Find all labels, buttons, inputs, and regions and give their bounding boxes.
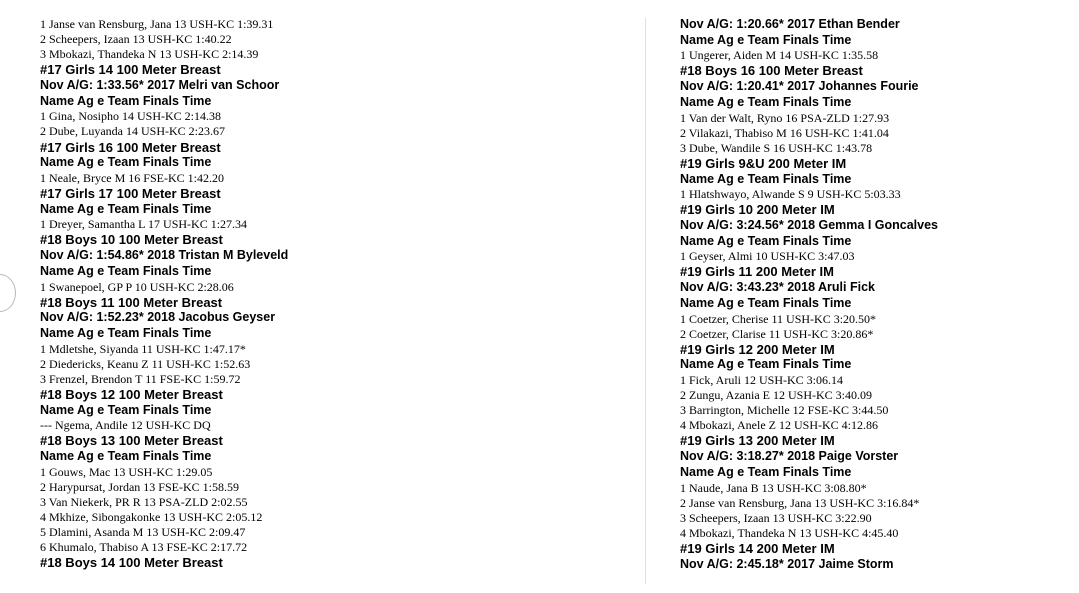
- event-heading: #18 Boys 10 100 Meter Breast: [40, 232, 223, 248]
- column-header: Name Ag e Team Finals Time: [40, 201, 212, 216]
- event-heading: #19 Girls 10 200 Meter IM: [680, 202, 835, 218]
- column-header: Name Ag e Team Finals Time: [680, 357, 852, 372]
- column-header: Name Ag e Team Finals Time: [40, 449, 212, 464]
- column-header: Name Ag e Team Finals Time: [680, 94, 852, 109]
- result-row: 2 Zungu, Azania E 12 USH-KC 3:40.09: [680, 388, 872, 403]
- record-line: Nov A/G: 1:33.56* 2017 Melri van Schoor: [40, 77, 280, 92]
- event-heading: #19 Girls 13 200 Meter IM: [680, 433, 835, 449]
- result-row: 3 Scheepers, Izaan 13 USH-KC 3:22.90: [680, 510, 872, 525]
- event-heading: #18 Boys 16 100 Meter Breast: [680, 63, 863, 79]
- event-heading: #19 Girls 11 200 Meter IM: [680, 264, 834, 280]
- result-row: 1 Ungerer, Aiden M 14 USH-KC 1:35.58: [680, 48, 879, 63]
- result-row: 3 Van Niekerk, PR R 13 PSA-ZLD 2:02.55: [40, 495, 248, 509]
- record-line: Nov A/G: 1:52.23* 2018 Jacobus Geyser: [40, 310, 276, 325]
- column-header: Name Ag e Team Finals Time: [40, 326, 212, 340]
- event-heading: #19 Girls 14 200 Meter IM: [680, 540, 835, 556]
- event-heading: #17 Girls 14 100 Meter Breast: [40, 62, 221, 78]
- column-header: Name Ag e Team Finals Time: [40, 263, 212, 278]
- column-header: Name Ag e Team Finals Time: [680, 171, 852, 186]
- result-row: 1 Fick, Aruli 12 USH-KC 3:06.14: [680, 373, 844, 388]
- column-divider: [645, 18, 646, 584]
- result-row: 5 Dlamini, Asanda M 13 USH-KC 2:09.47: [40, 525, 246, 540]
- column-header: Name Ag e Team Finals Time: [680, 295, 852, 310]
- record-line: Nov A/G: 1:20.66* 2017 Ethan Bender: [680, 17, 900, 31]
- side-panel-handle[interactable]: [0, 274, 16, 312]
- result-row: 1 Swanepoel, GP P 10 USH-KC 2:28.06: [40, 279, 234, 294]
- event-heading: #18 Boys 12 100 Meter Breast: [40, 386, 223, 402]
- result-row: 1 Coetzer, Cherise 11 USH-KC 3:20.50*: [680, 311, 877, 326]
- column-header: Name Ag e Team Finals Time: [680, 32, 852, 47]
- result-row: 3 Frenzel, Brendon T 11 FSE-KC 1:59.72: [40, 371, 241, 386]
- event-heading: #19 Girls 12 200 Meter IM: [680, 341, 835, 357]
- result-row: 2 Dube, Luyanda 14 USH-KC 2:23.67: [40, 124, 225, 139]
- results-column-right: [680, 17, 1060, 572]
- result-row: 2 Harypursat, Jordan 13 FSE-KC 1:58.59: [40, 479, 239, 494]
- result-row: 2 Diedericks, Keanu Z 11 USH-KC 1:52.63: [40, 356, 251, 371]
- result-row: 4 Mbokazi, Anele Z 12 USH-KC 4:12.86: [680, 418, 878, 433]
- result-row: 3 Mbokazi, Thandeka N 13 USH-KC 2:14.39: [40, 47, 259, 62]
- column-header: Name Ag e Team Finals Time: [40, 93, 212, 108]
- result-row: 3 Barrington, Michelle 12 FSE-KC 3:44.50: [680, 403, 889, 418]
- result-row: 1 Gina, Nosipho 14 USH-KC 2:14.38: [40, 109, 222, 124]
- record-line: Nov A/G: 1:20.41* 2017 Johannes Fourie: [680, 79, 919, 94]
- result-row: 2 Vilakazi, Thabiso M 16 USH-KC 1:41.04: [680, 125, 889, 140]
- result-row: 1 Janse van Rensburg, Jana 13 USH-KC 1:39.31: [40, 17, 274, 31]
- result-row: 1 Geyser, Almi 10 USH-KC 3:47.03: [680, 249, 855, 264]
- result-row: 3 Dube, Wandile S 16 USH-KC 1:43.78: [680, 140, 873, 155]
- result-row: 1 Dreyer, Samantha L 17 USH-KC 1:27.34: [40, 217, 248, 232]
- result-row: 1 Mdletshe, Siyanda 11 USH-KC 1:47.17*: [40, 341, 246, 356]
- event-heading: #18 Boys 11 100 Meter Breast: [40, 294, 223, 310]
- result-row: 1 Gouws, Mac 13 USH-KC 1:29.05: [40, 464, 213, 479]
- record-line: Nov A/G: 2:45.18* 2017 Jaime Storm: [680, 556, 894, 571]
- column-header: Name Ag e Team Finals Time: [40, 402, 212, 417]
- result-row: 2 Scheepers, Izaan 13 USH-KC 1:40.22: [40, 32, 232, 47]
- event-heading: #18 Boys 14 100 Meter Breast: [40, 555, 223, 571]
- result-row: 1 Hlatshwayo, Alwande S 9 USH-KC 5:03.33: [680, 187, 901, 202]
- column-header: Name Ag e Team Finals Time: [680, 464, 852, 479]
- result-row: 2 Coetzer, Clarise 11 USH-KC 3:20.86*: [680, 326, 874, 341]
- result-row: 1 Van der Walt, Ryno 16 PSA-ZLD 1:27.93: [680, 110, 890, 125]
- record-line: Nov A/G: 3:24.56* 2018 Gemma I Goncalves: [680, 217, 938, 232]
- result-row: 2 Janse van Rensburg, Jana 13 USH-KC 3:16.84*: [680, 495, 920, 510]
- result-row: 4 Mbokazi, Thandeka N 13 USH-KC 4:45.40: [680, 525, 899, 540]
- result-row: 1 Naude, Jana B 13 USH-KC 3:08.80*: [680, 480, 867, 495]
- column-header: Name Ag e Team Finals Time: [680, 233, 852, 248]
- record-line: Nov A/G: 3:43.23* 2018 Aruli Fick: [680, 280, 875, 295]
- result-row: 4 Mkhize, Sibongakonke 13 USH-KC 2:05.12: [40, 510, 263, 525]
- event-heading: #17 Girls 16 100 Meter Breast: [40, 139, 221, 155]
- event-heading: #18 Boys 13 100 Meter Breast: [40, 433, 223, 449]
- record-line: Nov A/G: 3:18.27* 2018 Paige Vorster: [680, 449, 899, 464]
- event-heading: #19 Girls 9&U 200 Meter IM: [680, 155, 847, 171]
- column-header: Name Ag e Team Finals Time: [40, 155, 212, 170]
- results-column-left: [40, 17, 600, 571]
- result-row: --- Ngema, Andile 12 USH-KC DQ: [40, 418, 211, 433]
- result-row: 1 Neale, Bryce M 16 FSE-KC 1:42.20: [40, 170, 224, 185]
- event-heading: #17 Girls 17 100 Meter Breast: [40, 186, 221, 201]
- record-line: Nov A/G: 1:54.86* 2018 Tristan M Byleveld: [40, 248, 289, 263]
- result-row: 6 Khumalo, Thabiso A 13 FSE-KC 2:17.72: [40, 540, 248, 555]
